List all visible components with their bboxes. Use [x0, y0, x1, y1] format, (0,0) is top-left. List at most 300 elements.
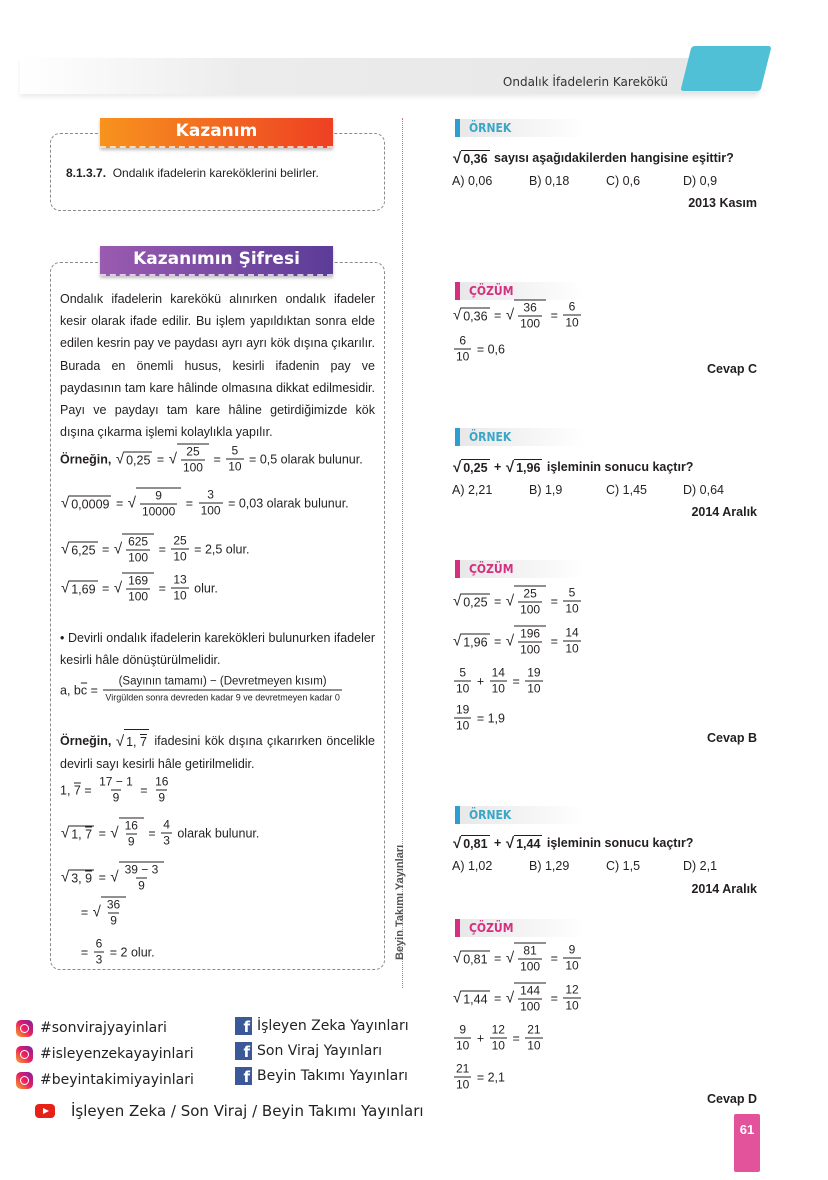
- question: [452, 459, 693, 475]
- denominator: [490, 681, 507, 696]
- radical-icon: √: [505, 949, 515, 967]
- answer-option[interactable]: C) 1,45: [606, 483, 647, 497]
- radicand: [461, 593, 489, 609]
- radical-icon: √: [453, 306, 462, 324]
- numerator: [94, 938, 105, 952]
- math-text: 100: [520, 316, 541, 331]
- ornek-label: ÖRNEK: [455, 428, 585, 446]
- math-text: =: [153, 452, 168, 466]
- facebook-item[interactable]: [235, 1063, 409, 1088]
- numerator: [525, 667, 542, 681]
- fraction: [454, 667, 471, 696]
- publisher-vertical: Beyin Takımı Yayınları: [394, 844, 406, 960]
- denominator: [126, 550, 150, 565]
- radical-icon: √: [61, 579, 70, 597]
- radicand: [514, 983, 546, 1014]
- cozum-label: ÇÖZÜM: [455, 282, 585, 300]
- instagram-item[interactable]: [16, 1041, 194, 1067]
- radicand: [461, 459, 489, 475]
- numerator: [153, 490, 164, 504]
- numerator: [205, 489, 216, 503]
- denominator: [518, 999, 542, 1014]
- square-root: [453, 990, 490, 1006]
- square-root: [128, 488, 182, 519]
- cozum-label: ÇÖZÜM: [455, 560, 585, 578]
- math-text: 10: [565, 641, 579, 656]
- equation: [60, 573, 218, 604]
- math-text: 9: [110, 913, 117, 928]
- kazanim-banner: Kazanım: [100, 118, 333, 148]
- math-text: +: [473, 1031, 488, 1045]
- math-text: 19: [456, 702, 470, 717]
- square-root: [453, 633, 490, 649]
- radicand: [461, 150, 489, 166]
- square-root: [110, 818, 144, 849]
- exam-source: 2014 Aralık: [691, 505, 757, 519]
- denominator: [108, 913, 119, 928]
- math-text: =: [547, 991, 562, 1005]
- numerator: [161, 819, 172, 833]
- math-text: 10: [491, 681, 505, 696]
- math-text: 9: [112, 790, 120, 805]
- instagram-handle: #sonvirajyayinlari: [40, 1020, 167, 1036]
- math-text: +: [490, 460, 505, 474]
- math-text: 19: [527, 665, 541, 680]
- denominator: [563, 315, 580, 330]
- math-text: 100: [520, 959, 541, 974]
- math-text: 25: [523, 586, 537, 601]
- radicand: [69, 580, 97, 596]
- radicand: [461, 950, 489, 966]
- numerator: [184, 446, 201, 460]
- radicand: [461, 633, 489, 649]
- facebook-item[interactable]: [235, 1013, 409, 1038]
- numerator: [567, 944, 578, 958]
- math-text: 10: [527, 681, 541, 696]
- repeating-digit: 7: [140, 735, 147, 749]
- math-text: Virgülden sonra devreden kadar 9 ve devretmeyen kadar 0: [105, 692, 340, 703]
- answer-option[interactable]: A) 0,06: [452, 174, 493, 188]
- denominator: [103, 690, 341, 705]
- math-text: 1,: [71, 827, 86, 841]
- math-text: =: [87, 683, 102, 697]
- instagram-item[interactable]: [16, 1067, 194, 1093]
- math-bold: 0,81: [463, 837, 488, 851]
- radical-icon: √: [61, 494, 70, 512]
- square-root: [453, 950, 490, 966]
- math-text: 100: [520, 999, 541, 1014]
- answer-option[interactable]: D) 0,64: [683, 483, 724, 497]
- fraction: [518, 985, 542, 1014]
- numerator: [97, 776, 135, 790]
- math-text: 81: [523, 943, 537, 958]
- math-text: 5: [568, 585, 576, 600]
- math-bold: sayısı aşağıdakilerden hangisine eşittir?: [490, 151, 734, 165]
- denominator: [140, 504, 177, 519]
- radicand: [69, 869, 94, 885]
- math-text: 1,44: [463, 992, 488, 1006]
- math-text: =: [60, 905, 92, 919]
- numerator: [123, 864, 161, 878]
- radical-icon: √: [453, 632, 462, 650]
- radical-icon: √: [61, 868, 70, 886]
- denominator: [161, 833, 172, 848]
- math-text: =: [490, 991, 505, 1005]
- answer-option[interactable]: A) 2,21: [452, 483, 493, 497]
- math-text: a, b: [60, 683, 81, 697]
- denominator: [518, 316, 542, 331]
- math-text: =: [508, 1031, 524, 1045]
- math-text: 10: [173, 588, 187, 603]
- math-text: 17 − 1: [99, 774, 133, 789]
- square-root: [93, 897, 127, 928]
- radical-icon: √: [505, 834, 515, 852]
- answer: Cevap D: [706, 1092, 757, 1106]
- math-text: 25: [173, 533, 187, 548]
- square-root: [169, 444, 209, 475]
- fraction: [525, 667, 542, 696]
- radical-icon: √: [453, 834, 462, 852]
- instagram-item[interactable]: [16, 1015, 194, 1041]
- denominator: [518, 602, 542, 617]
- math-text: =: [155, 542, 170, 556]
- fraction: [563, 944, 580, 973]
- math-bold: Örneğin,: [60, 452, 115, 466]
- math-text: 1,: [126, 735, 141, 749]
- radical-icon: √: [505, 592, 515, 610]
- answer-option[interactable]: D) 2,1: [683, 859, 718, 873]
- math-text: =: [136, 783, 152, 797]
- ornek-label: ÖRNEK: [455, 119, 585, 137]
- instagram-icon: [16, 1046, 33, 1063]
- radical-icon: √: [127, 494, 136, 512]
- cozum-label: ÇÖZÜM: [455, 919, 585, 937]
- repeating-digit: 7: [85, 827, 93, 841]
- denominator: [454, 681, 471, 696]
- instagram-list: [16, 1015, 194, 1093]
- answer: Cevap C: [706, 362, 757, 376]
- radical-icon: √: [110, 824, 119, 842]
- math-text: 3,: [71, 871, 86, 885]
- square-root: [506, 943, 546, 974]
- radical-icon: √: [113, 579, 123, 597]
- radicand: [514, 626, 546, 657]
- ornek-label: ÖRNEK: [455, 806, 585, 824]
- fraction: [97, 776, 135, 805]
- denominator: [136, 878, 147, 893]
- instagram-icon: [16, 1020, 33, 1037]
- math-bold: 1,96: [516, 461, 541, 475]
- numerator: [123, 820, 140, 834]
- radicand: [69, 825, 94, 841]
- math-text: 10000: [141, 504, 176, 519]
- math-text: 10: [456, 1077, 470, 1092]
- sifre-intro: Ondalık ifadelerin karekökü alınırken ondalık ifadeler kesir olarak ifade edilir. Bu işlem yapıldıktan sonra elde edilen kesrin pay ve paydası ayrı ayrı kök dışına çıkarılır. Burada en önemli husus, kesirli ifadenin pay ve paydasının tam kare hâlinde olmasına dikkat edilmesidir. Payı ve paydayı tam kare hâline getirdiğimizde kök dışına çıkarma işlemi kolaylıkla yapılır.: [60, 292, 375, 440]
- fraction: [171, 535, 188, 564]
- math-text: =: [547, 308, 562, 322]
- facebook-item[interactable]: [235, 1038, 409, 1063]
- facebook-list: [235, 1013, 409, 1088]
- math-bold: 0,36: [463, 152, 488, 166]
- math-text: 0,36: [463, 309, 488, 323]
- radical-icon: √: [115, 450, 125, 468]
- square-root: [453, 307, 490, 323]
- math-text: 100: [520, 642, 541, 657]
- math-text: 10: [527, 1038, 541, 1053]
- denominator: [171, 588, 188, 603]
- answer: Cevap B: [706, 731, 757, 745]
- repeating-digit: $\overline{c}$: [80, 683, 88, 697]
- numerator: [105, 899, 122, 913]
- example2-desc: ifadesini kök dışına çıkarırken öncelikle devirli sayı kesirli hâle getirilmelidir.: [60, 734, 375, 772]
- page-number: 61: [734, 1114, 760, 1172]
- square-root: [453, 150, 490, 166]
- facebook-icon: f: [235, 1017, 252, 1035]
- radical-icon: √: [168, 450, 177, 468]
- repeating-digit: 7: [73, 783, 81, 797]
- radical-icon: √: [453, 949, 462, 967]
- fraction: [123, 820, 140, 849]
- solution-step: [452, 300, 583, 331]
- chapter-title: Ondalık İfadelerin Karekökü: [502, 75, 668, 89]
- fraction: [226, 445, 243, 474]
- math-text: 3: [207, 487, 214, 502]
- math-text: = 0,03 olarak bulunur.: [224, 496, 349, 510]
- fraction: [105, 899, 122, 928]
- fraction: [563, 984, 580, 1013]
- denominator: [563, 641, 580, 656]
- math-text: 196: [520, 626, 541, 641]
- equation: [60, 897, 127, 928]
- numerator: [521, 588, 538, 602]
- facebook-icon: f: [235, 1067, 252, 1085]
- math-text: =: [209, 452, 225, 466]
- math-text: 100: [200, 503, 221, 518]
- fraction: [563, 301, 580, 330]
- math-text: 0,0009: [71, 497, 110, 511]
- math-text: 100: [520, 602, 541, 617]
- math-text: 10: [173, 549, 187, 564]
- radicand: [69, 495, 111, 511]
- answer-option[interactable]: B) 1,9: [529, 483, 563, 497]
- radicand: [514, 943, 546, 974]
- math-text: = 2,1: [473, 1070, 505, 1084]
- denominator: [563, 998, 580, 1013]
- youtube-icon: [35, 1104, 55, 1118]
- solution-step: [452, 626, 583, 657]
- equation: [60, 488, 349, 519]
- square-root: [506, 835, 543, 851]
- denominator: [126, 589, 150, 604]
- solution-step: [452, 704, 505, 733]
- math-text: = 0,5 olarak bulunur.: [245, 452, 363, 466]
- numerator: [457, 667, 468, 681]
- square-root: [114, 573, 154, 604]
- bullet-text: • Devirli ondalık ifadelerin karekökleri bulunurken ifadeler kesirli hâle dönüştürülmelidir.: [60, 631, 375, 668]
- numerator: [457, 335, 468, 349]
- equation: [60, 818, 259, 849]
- math-text: 21: [456, 1061, 470, 1076]
- math-text: 36: [523, 300, 537, 315]
- question: [452, 835, 693, 851]
- square-root: [506, 983, 546, 1014]
- numerator: [563, 984, 580, 998]
- instagram-icon: [16, 1072, 33, 1089]
- radicand: [514, 586, 546, 617]
- math-text: 25: [186, 444, 200, 459]
- fraction: [161, 819, 172, 848]
- equation: [60, 776, 172, 805]
- fraction: [454, 335, 471, 364]
- math-text: 16: [155, 774, 169, 789]
- radicand: [514, 459, 542, 475]
- radicand: [177, 444, 209, 475]
- math-text: = 0,6: [473, 342, 505, 356]
- radicand: [122, 573, 154, 604]
- youtube-item[interactable]: [35, 1102, 424, 1120]
- numerator: [457, 1024, 468, 1038]
- math-text: 5: [459, 665, 467, 680]
- math-text: 12: [491, 1022, 505, 1037]
- denominator: [563, 601, 580, 616]
- denominator: [490, 1038, 507, 1053]
- radical-icon: √: [113, 540, 123, 558]
- fraction: [153, 776, 170, 805]
- facebook-icon: f: [235, 1042, 252, 1060]
- equation: [60, 676, 344, 705]
- radicand: [69, 541, 97, 557]
- numerator: [490, 1024, 507, 1038]
- radicand: [124, 451, 152, 467]
- answer-option[interactable]: C) 0,6: [606, 174, 641, 188]
- numerator: [521, 302, 538, 316]
- kazanim-code: 8.1.3.7.: [66, 166, 107, 180]
- youtube-channel: İşleyen Zeka / Son Viraj / Beyin Takımı Yayınları: [71, 1102, 424, 1120]
- math-text: 0,81: [463, 952, 488, 966]
- numerator: [171, 535, 188, 549]
- math-text: 4: [163, 817, 170, 832]
- denominator: [563, 958, 580, 973]
- answer-option[interactable]: D) 0,9: [683, 174, 718, 188]
- math-text: 100: [128, 589, 149, 604]
- math-text: =: [155, 581, 170, 595]
- denominator: [156, 790, 167, 805]
- math-text: 10: [228, 459, 242, 474]
- square-root: [114, 534, 154, 565]
- square-root: [506, 459, 543, 475]
- numerator: [518, 985, 542, 999]
- numerator: [563, 627, 580, 641]
- math-text: 9: [158, 790, 166, 805]
- math-bold: Örneğin,: [60, 734, 115, 748]
- math-text: =: [547, 951, 562, 965]
- square-root: [506, 300, 546, 331]
- math-text: 12: [565, 982, 579, 997]
- radicand: [461, 990, 489, 1006]
- math-text: =: [80, 783, 96, 797]
- fraction: [199, 489, 223, 518]
- denominator: [525, 681, 542, 696]
- math-text: 3: [95, 952, 103, 967]
- math-text: 10: [491, 1038, 505, 1053]
- answer-option[interactable]: B) 1,29: [529, 859, 570, 873]
- square-root: [453, 593, 490, 609]
- math-text: =: [98, 581, 113, 595]
- radical-icon: √: [115, 732, 125, 750]
- solution-step: [452, 983, 583, 1014]
- fraction: [518, 628, 542, 657]
- answer-option[interactable]: A) 1,02: [452, 859, 493, 873]
- fraction: [490, 667, 507, 696]
- math-text: 10: [565, 601, 579, 616]
- denominator: [454, 1077, 471, 1092]
- math-text: 1,: [60, 783, 74, 797]
- math-text: 10: [565, 315, 579, 330]
- math-text: 10: [565, 958, 579, 973]
- math-text: 5: [231, 443, 239, 458]
- math-text: 6: [568, 299, 576, 314]
- question: [452, 150, 734, 166]
- numerator: [567, 587, 578, 601]
- solution-step: [452, 1024, 545, 1053]
- numerator: [567, 301, 578, 315]
- fraction: [126, 536, 150, 565]
- facebook-page: Beyin Takımı Yayınları: [257, 1067, 408, 1084]
- square-root: [506, 586, 546, 617]
- solution-step: [452, 586, 583, 617]
- solution-step: [452, 1063, 505, 1092]
- math-text: 100: [128, 550, 149, 565]
- answer-option[interactable]: B) 0,18: [529, 174, 570, 188]
- numerator: [454, 704, 471, 718]
- square-root: [61, 495, 111, 511]
- square-root: [453, 835, 490, 851]
- math-text: =: [95, 826, 110, 840]
- math-text: 9: [127, 834, 135, 849]
- answer-option[interactable]: C) 1,5: [606, 859, 641, 873]
- equation: [60, 534, 249, 565]
- kazanim-text: [66, 166, 319, 180]
- math-text: 9: [459, 1022, 467, 1037]
- radical-icon: √: [505, 458, 515, 476]
- math-text: =: [490, 951, 505, 965]
- math-text: 14: [491, 665, 505, 680]
- fraction: [126, 575, 150, 604]
- fraction: [94, 938, 105, 967]
- radicand: [514, 300, 546, 331]
- fraction: [518, 588, 542, 617]
- denominator: [518, 642, 542, 657]
- radical-icon: √: [453, 458, 462, 476]
- fraction: [518, 945, 542, 974]
- radicand: [119, 818, 144, 849]
- fraction: [490, 1024, 507, 1053]
- numerator: [153, 776, 170, 790]
- answer-options: [452, 483, 760, 497]
- denominator: [111, 790, 122, 805]
- math-text: 625: [128, 534, 149, 549]
- square-root: [61, 869, 94, 885]
- square-root: [116, 451, 153, 467]
- math-text: =: [490, 594, 505, 608]
- denominator: [94, 952, 105, 967]
- denominator: [181, 460, 205, 475]
- numerator: [126, 575, 150, 589]
- solution-step: [452, 667, 545, 696]
- square-root: [506, 626, 546, 657]
- denominator: [518, 959, 542, 974]
- math-text: 6: [459, 333, 467, 348]
